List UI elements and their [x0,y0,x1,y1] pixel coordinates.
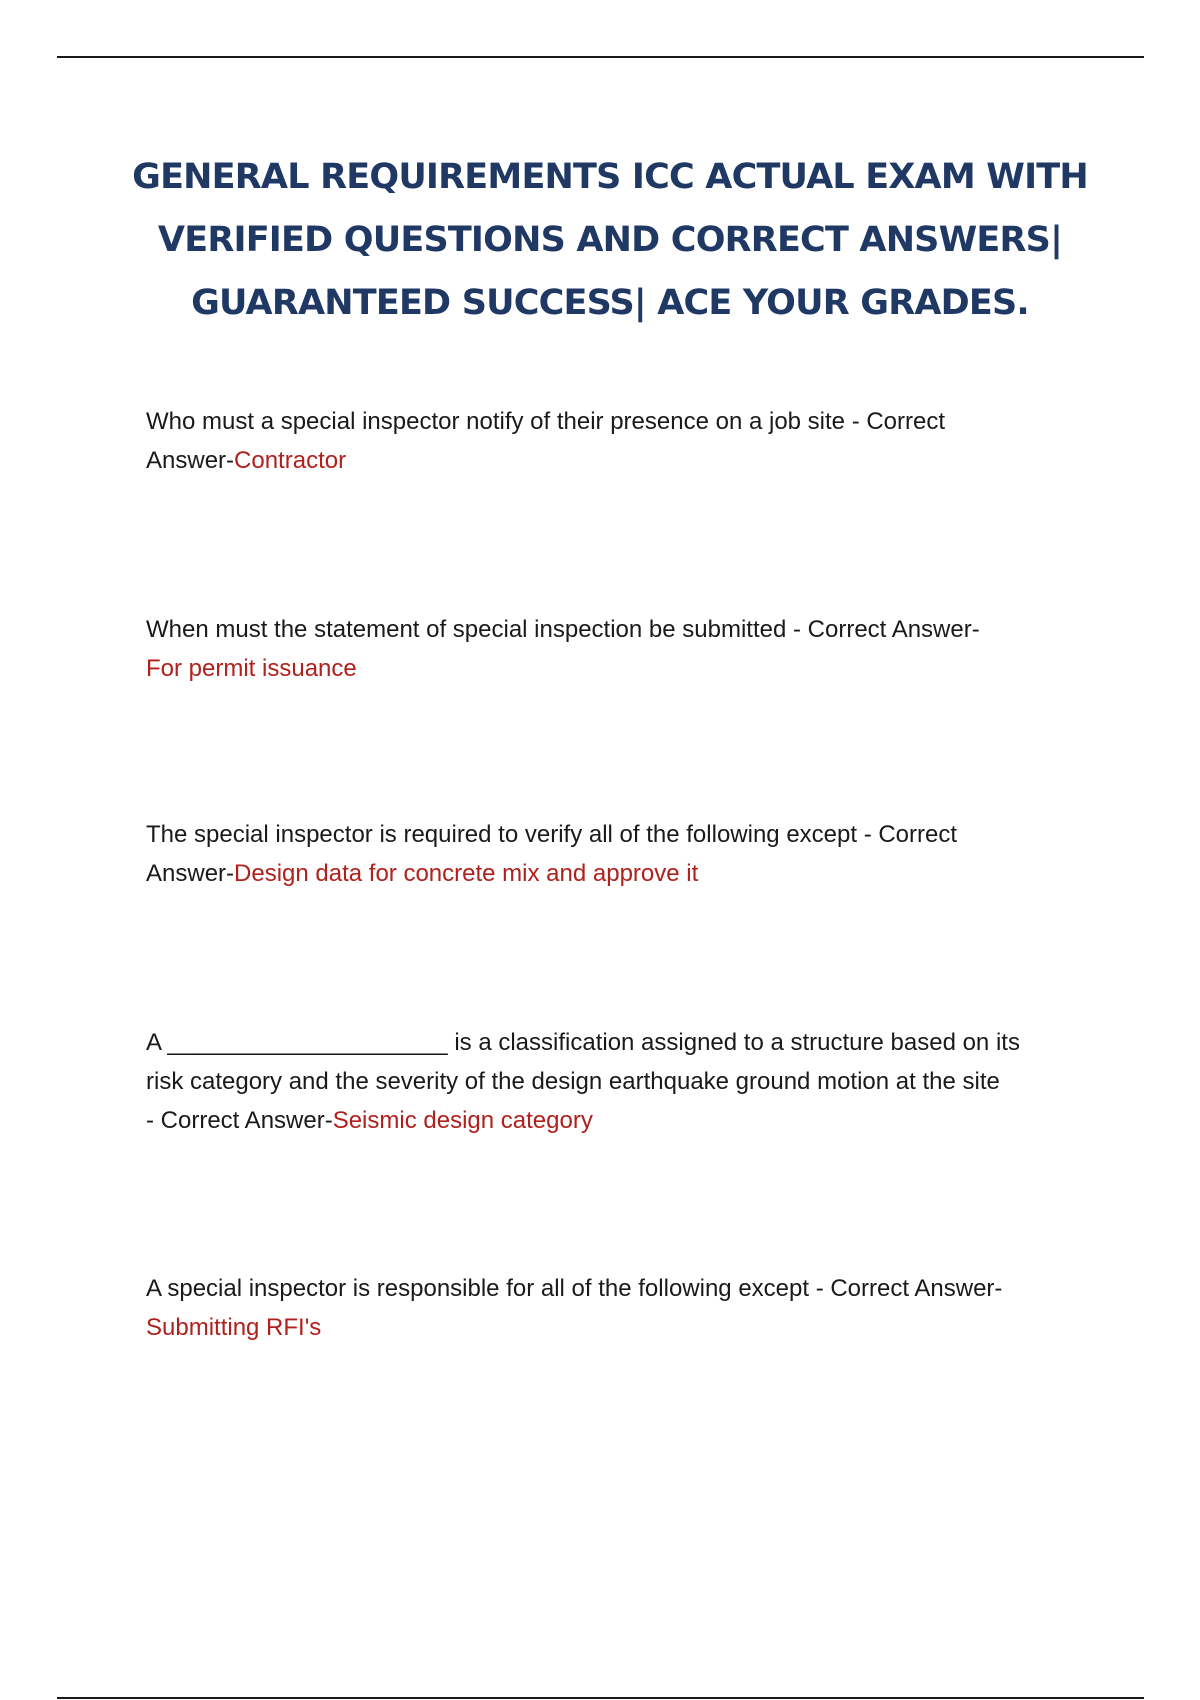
correct-answer: Design data for concrete mix and approve it [234,860,699,887]
question-answer-line [146,854,1096,893]
qa-item-5 [146,1269,1096,1347]
question-line: - Correct Answer- [146,1107,333,1134]
question-line: Who must a special inspector notify of their presence on a job site - Correct [146,408,946,435]
correct-answer: Submitting RFI's [146,1314,322,1341]
question-line: A _____________________ is a classification assigned to a structure based on its [146,1029,1020,1056]
question-line: The special inspector is required to verify all of the following except - Correct [146,821,958,848]
qa-item-4 [146,1023,1096,1140]
footer-rule [57,1697,1144,1699]
question-line: When must the statement of special inspection be submitted - Correct Answer- [146,616,980,643]
question-answer-line [146,441,1096,480]
correct-answer: Seismic design category [332,1107,593,1134]
document-title [130,146,1090,335]
question-answer-line [146,1101,1096,1140]
question-line: Answer- [146,447,235,474]
qa-item-3 [146,815,1096,893]
correct-answer: For permit issuance [146,655,357,682]
title-line: VERIFIED QUESTIONS AND CORRECT ANSWERS| [157,220,1063,260]
header-rule [57,56,1144,58]
title-line: GENERAL REQUIREMENTS ICC ACTUAL EXAM WITH [132,157,1088,197]
title-line: GUARANTEED SUCCESS| ACE YOUR GRADES. [191,283,1029,323]
correct-answer: Contractor [234,447,347,474]
question-line: risk category and the severity of the design earthquake ground motion at the site [146,1068,1000,1095]
question-line: A special inspector is responsible for all of the following except - Correct Answer- [146,1275,1003,1302]
question-line: Answer- [146,860,235,887]
qa-item-1 [146,402,1096,480]
qa-item-2 [146,610,1096,688]
